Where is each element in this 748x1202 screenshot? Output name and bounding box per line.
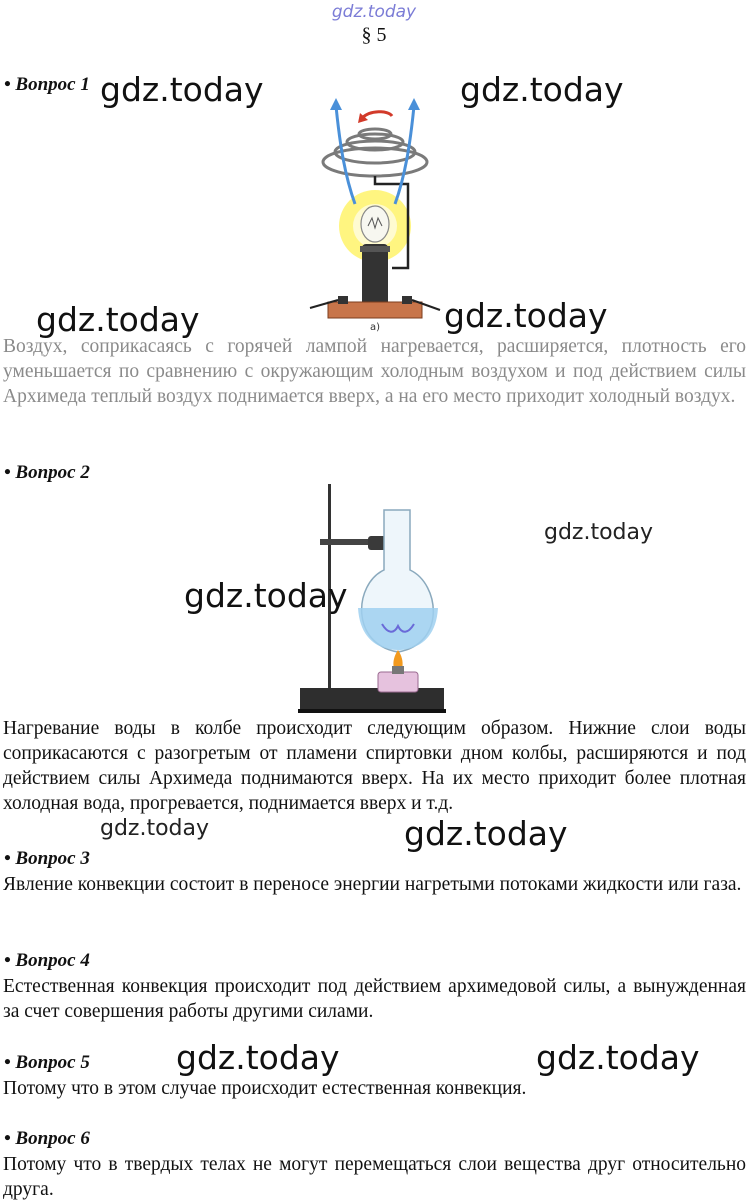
- question-4-label: • Вопрос 4: [4, 950, 90, 971]
- question-4-answer: Естественная конвекция происходит под действием архимедовой силы, а вынужденная за счет совершения работы другими силами.: [3, 976, 746, 1022]
- question-5-label: • Вопрос 5: [4, 1052, 90, 1073]
- watermark: gdz.today: [100, 816, 210, 841]
- convection-arrows: [336, 106, 414, 204]
- lamp-bulb: [361, 206, 389, 242]
- watermark: gdz.today: [36, 300, 200, 339]
- rotation-arrow: [362, 112, 392, 118]
- lamp-socket: [362, 244, 388, 306]
- question-6-label: • Вопрос 6: [4, 1128, 90, 1149]
- lamp-spiral-figure: [300, 96, 450, 332]
- figure-caption: а): [370, 322, 381, 332]
- watermark: gdz.today: [536, 1038, 700, 1077]
- question-1-answer: Воздух, соприкасаясь с горячей лампой нагревается, расширяется, плотность его уменьшается по сравнению с окружающим холодным воздухом и под действием силы Архимеда теплый воздух поднимается вверх, а на его место приходит холодный воздух.: [3, 336, 746, 407]
- watermark: gdz.today: [444, 296, 608, 335]
- watermark: gdz.today: [184, 576, 348, 615]
- question-3-answer: Явление конвекции состоит в переносе энергии нагретыми потоками жидкости или газа.: [3, 874, 742, 895]
- watermark: gdz.today: [100, 70, 264, 109]
- question-2-label: • Вопрос 2: [4, 462, 90, 483]
- question-2-answer: Нагревание воды в колбе происходит следующим образом. Нижние слои воды соприкасаются с разогретым от пламени спиртовки дном колбы, расширяются и под действием силы Архимеда поднимаются вверх. На их место приходит более плотная холодная вода, прогревается, поднимается вверх и т.д.: [3, 718, 746, 814]
- watermark: gdz.today: [460, 70, 624, 109]
- stand-base: [300, 688, 444, 712]
- watermark: gdz.today: [404, 814, 568, 853]
- lamp-base: [328, 302, 422, 318]
- site-link[interactable]: gdz.today: [331, 2, 417, 22]
- watermark: gdz.today: [176, 1038, 340, 1077]
- question-6-answer: Потому что в твердых телах не могут перемещаться слои вещества друг относительно друга.: [3, 1154, 746, 1200]
- spirit-lamp: [378, 672, 418, 692]
- question-1-label: • Вопрос 1: [4, 74, 90, 95]
- question-5-answer: Потому что в этом случае происходит естественная конвекция.: [3, 1078, 527, 1099]
- section-title: § 5: [361, 24, 387, 46]
- question-3-label: • Вопрос 3: [4, 848, 90, 869]
- watermark: gdz.today: [544, 520, 654, 545]
